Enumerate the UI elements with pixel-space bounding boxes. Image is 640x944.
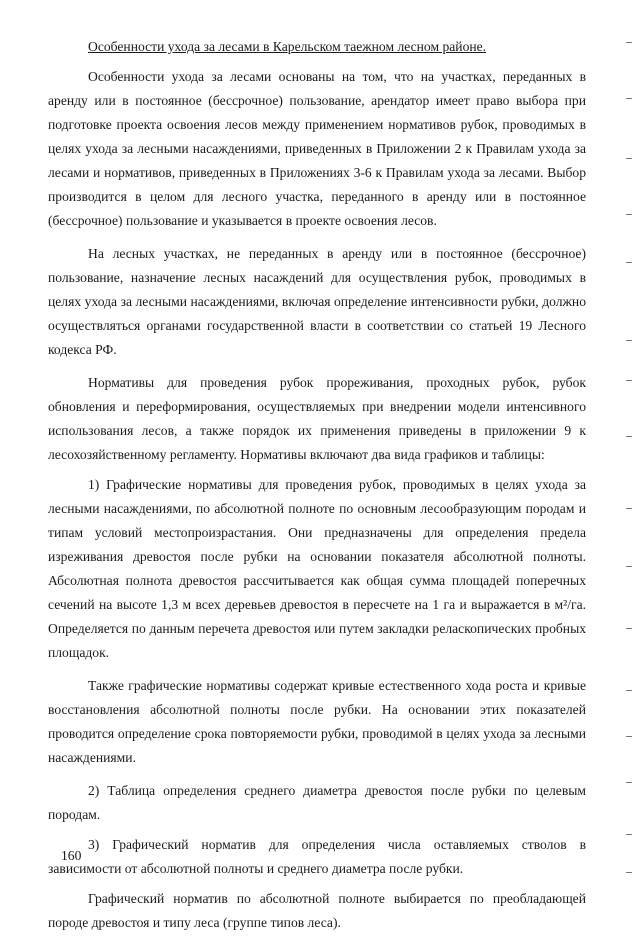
edge-mark [626,158,632,159]
paragraph: Графический норматив по абсолютной полноте выбирается по преобладающей породе древостоя и типу леса (группе типов леса). [48,891,586,930]
edge-mark [626,834,632,835]
paragraph: Также графические нормативы содержат кривые естественного хода роста и кривые восстановления абсолютной полноты после рубки. На основании этих показателей проводится определение срока повторяемости рубки, проводимой в целях ухода за лесными насаждениями. [48,678,586,765]
edge-mark [626,98,632,99]
list-item-paragraph: 2) Таблица определения среднего диаметра древостоя после рубки по целевым породам. [48,783,586,822]
paragraph: Особенности ухода за лесами основаны на том, что на участках, переданных в аренду или в постоянное (бессрочное) пользование, арендатор имеет право выбора при подготовке проекта освоения лесов между применением нормативов рубок, проводимых в целях ухода за лесными насаждениями, приведенных в Приложении 2 к Правилам ухода за лесами и нормативов, приведенных в Приложениях 3-6 к Правилам ухода за лесами. Выбор производится в целом для лесного участка, переданного в аренду или в постоянное (бессрочное) пользование и указывается в проекте освоения лесов. [48,69,586,228]
page-number: 160 [61,848,82,863]
edge-mark [626,214,632,215]
edge-mark [626,42,632,43]
edge-mark [626,872,632,873]
paragraph: Нормативы для проведения рубок прореживания, проходных рубок, рубок обновления и переформирования, осуществляемых при внедрении модели интенсивного использования лесов, а также порядок их применения приведены в приложении 9 к лесохозяйственному регламенту. Нормативы включают два вида графиков и таблицы: [48,375,586,462]
list-item-paragraph: 1) Графические нормативы для проведения рубок, проводимых в целях ухода за лесными насаждениями, по абсолютной полноте по основным лесообразующим породам и типам условий местопроизрастания. Они предназначены для определения предела изреживания древостоя после рубки на основании показателя абсолютной полноты. Абсолютная полнота древостоя рассчитывается как общая сумма площадей поперечных сечений на высоте 1,3 м всех деревьев древостоя в пересчете на 1 га и выражается в м²/га. Определяется по данным перечета древостоя или путем закладки реласкопических пробных площадок. [48,477,586,660]
edge-mark [626,566,632,567]
edge-mark [626,628,632,629]
edge-mark [626,736,632,737]
edge-mark [626,436,632,437]
edge-mark [626,782,632,783]
scan-edge-marks [620,0,632,905]
paragraph: На лесных участках, не переданных в аренду или в постоянное (бессрочное) пользование, назначение лесных насаждений для осуществления рубок, проводимых в целях ухода за лесными насаждениями, включая определение интенсивности рубки, должно осуществляться органами государственной власти в соответствии со статьей 19 Лесного кодекса РФ. [48,246,586,357]
edge-mark [626,340,632,341]
list-item-paragraph: 3) Графический норматив для определения числа оставляемых стволов в зависимости от абсолютной полноты и среднего диаметра после рубки. [48,837,586,876]
document-page [48,38,586,944]
edge-mark [626,690,632,691]
section-heading: Особенности ухода за лесами в Карельском таежном лесном районе. [88,39,487,54]
edge-mark [626,262,632,263]
edge-mark [626,508,632,509]
edge-mark [626,380,632,381]
